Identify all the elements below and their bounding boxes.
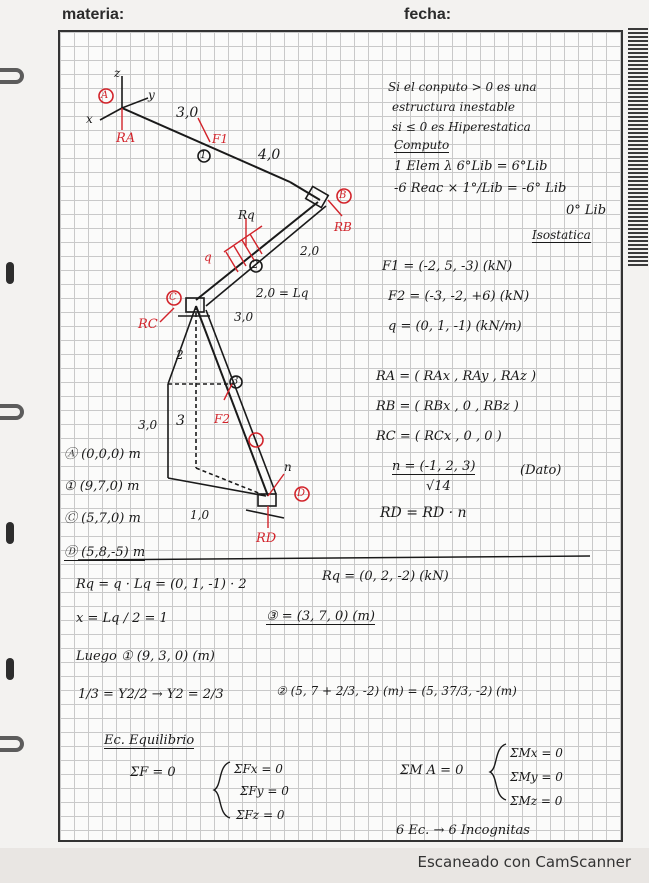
point-c-label: C [169,292,177,303]
sum-forces: ΣF = 0 [130,765,176,780]
computo-title: Computo [394,138,450,152]
point-2-coords: ② (5, 7 + 2/3, -2) (m) = (5, 37/3, -2) (m) [276,684,517,698]
note-line-1: Si el conputo > 0 es una [388,80,537,94]
fecha-label: fecha: [404,6,452,23]
f1-vector: F1 = (-2, 5, -3) (kN) [382,259,513,274]
dim-3-left: 3 [176,413,185,429]
f1-label: F1 [212,132,228,146]
equilibrium-title: Ec. Equilibrio [104,733,195,748]
coord-1: ① (9,7,0) m [64,479,140,494]
dim-3-top: 3,0 [176,105,199,121]
coord-d: Ⓓ (5,8,-5) m [64,545,146,560]
sum-fz: ΣFz = 0 [236,808,285,822]
point-a-label: A [101,90,109,101]
rc-label: RC [138,317,158,332]
point-d-label: D [297,488,306,499]
rd-label: RD [256,531,277,546]
rc-vector: RC = ( RCx , 0 , 0 ) [376,429,502,444]
n-dato: (Dato) [520,463,562,478]
rq-label: Rq [238,208,255,222]
scanner-watermark: Escaneado con CamScanner [417,853,631,871]
brace-moments [490,744,506,800]
sum-mz: ΣMz = 0 [510,794,563,808]
ra-label: RA [116,131,136,146]
point-3-coords: ③ = (3, 7, 0) (m) [266,609,375,624]
x-bar-equation: x = Lq / 2 = 1 [76,611,168,626]
x-axis-label: x [86,112,93,126]
note-line-2: estructura inestable [392,100,515,114]
final-conclusion: 6 Ec. → 6 Incognitas [396,823,530,838]
z-axis-label: z [114,66,121,80]
y-axis-label: y [148,88,155,102]
sum-fx: ΣFx = 0 [234,762,283,776]
calc-line-3: 0° Lib [566,203,607,218]
q-vector: q = (0, 1, -1) (kN/m) [388,319,522,334]
sum-fy: ΣFy = 0 [240,784,289,798]
dim-3-far: 3,0 [138,418,158,432]
f2-label: F2 [214,412,230,426]
dim-1: 1,0 [190,508,210,522]
sum-my: ΣMy = 0 [510,770,563,784]
ratio-equation: 1/3 = Y2/2 → Y2 = 2/3 [78,687,224,702]
note-line-3: si ≤ 0 es Hiperestatica [392,120,531,134]
rb-vector: RB = ( RBx , 0 , RBz ) [376,399,519,414]
dim-2-small: 2,0 [300,244,320,258]
luego-line: Luego ① (9, 3, 0) (m) [76,649,215,664]
brace-forces [214,762,230,818]
sum-mx: ΣMx = 0 [510,746,563,760]
separator-line [78,556,590,560]
isostatica-label: Isostatica [532,228,591,242]
n-vector: n = (-1, 2, 3) [392,459,476,474]
sum-moments: ΣM A = 0 [400,763,464,778]
dim-2-left: 2 [176,348,184,362]
rq-result: Rq = (0, 2, -2) (kN) [322,569,449,584]
point-3-label: 3 [232,376,239,387]
point-b-label: B [339,190,347,201]
dim-2-bar: 2,0 = Lq [256,286,309,300]
n-vector-label: n [284,460,292,474]
coord-a: Ⓐ (0,0,0) m [64,447,141,462]
dim-3-mid: 3,0 [234,310,254,324]
ra-vector: RA = ( RAx , RAy , RAz ) [376,369,537,384]
calc-line-2: -6 Reac × 1°/Lib = -6° Lib [394,181,567,196]
materia-label: materia: [62,6,125,23]
rq-equation: Rq = q · Lq = (0, 1, -1) · 2 [76,577,247,592]
rd-vector: RD = RD · n [380,505,467,521]
calc-line-1: 1 Elem λ 6°Lib = 6°Lib [394,159,548,174]
f2-vector: F2 = (-3, -2, +6) (kN) [388,289,530,304]
n-denominator: √14 [426,479,451,494]
q-label: q [204,250,212,264]
coord-c: Ⓒ (5,7,0) m [64,511,141,526]
point-1-label: 1 [200,150,207,161]
rb-label: RB [334,220,352,234]
dim-4: 4,0 [258,147,281,163]
point-2-label: 2 [252,260,259,271]
